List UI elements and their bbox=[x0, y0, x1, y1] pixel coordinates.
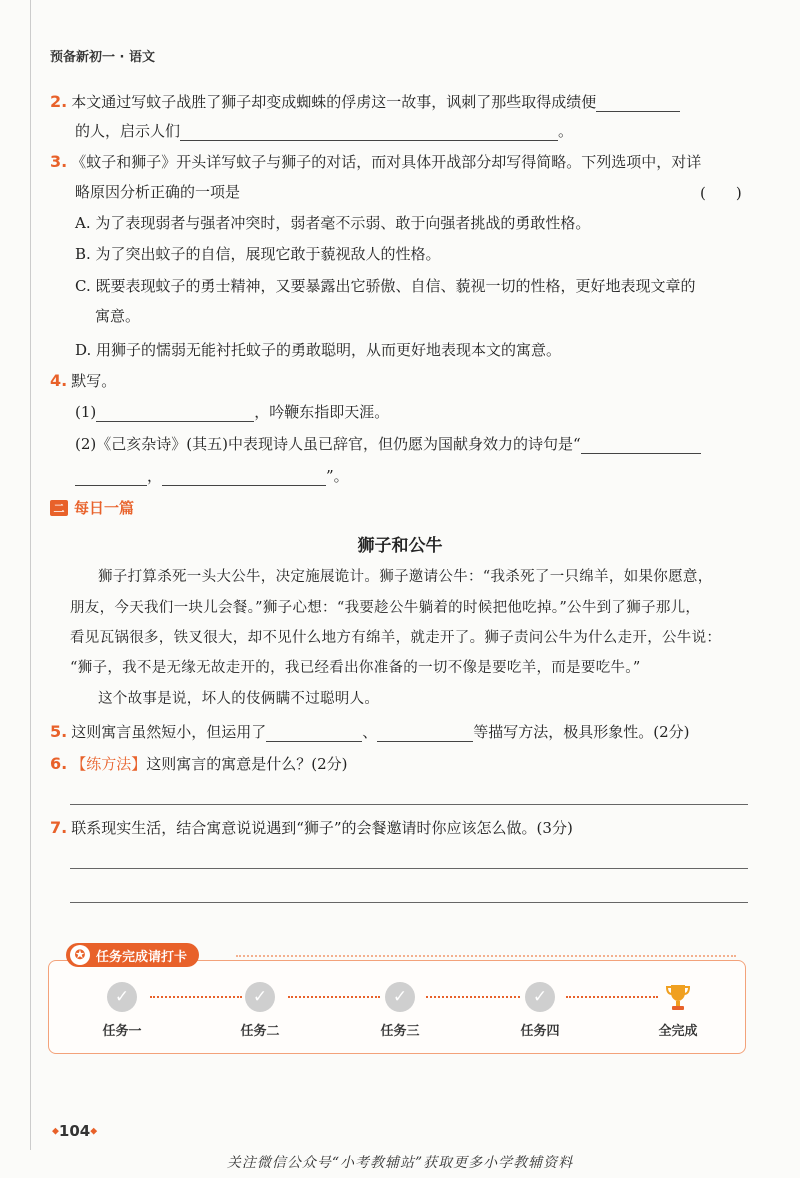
footer-watermark-text: 关注微信公众号“小考教辅站”获取更多小学教辅资料 bbox=[226, 1155, 574, 1171]
page-number-value: 104 bbox=[58, 1122, 91, 1140]
check-icon: ✓ bbox=[525, 982, 555, 1012]
article-title: 狮子和公牛 bbox=[357, 536, 443, 556]
section-heading bbox=[50, 497, 134, 518]
question-6 bbox=[50, 754, 347, 774]
check-icon: ✓ bbox=[107, 982, 137, 1012]
question-2-text-2: 的人，启示人们 bbox=[75, 122, 181, 140]
question-3-number: 3. bbox=[50, 152, 68, 171]
diamond-icon: ◆ bbox=[90, 1126, 98, 1137]
trophy-icon bbox=[663, 982, 693, 1012]
sub-2-end: ”。 bbox=[326, 467, 349, 485]
page-edge-rule bbox=[30, 0, 31, 1150]
sub-2-blank-1a[interactable] bbox=[581, 438, 701, 454]
task-item-2[interactable] bbox=[220, 982, 300, 1039]
question-4-sub-1 bbox=[75, 402, 389, 422]
question-6-number: 6. bbox=[50, 754, 68, 773]
question-7 bbox=[50, 818, 573, 838]
question-6-text: 这则寓言的寓意是什么？(2分) bbox=[146, 755, 348, 773]
task-item-1[interactable] bbox=[82, 982, 162, 1039]
section-title: 每日一篇 bbox=[74, 499, 135, 517]
question-4-title bbox=[50, 371, 116, 391]
task-label-1: 任务一 bbox=[102, 1024, 142, 1039]
banner-dotted-line bbox=[236, 955, 736, 957]
task-item-4[interactable] bbox=[500, 982, 580, 1039]
check-icon: ✓ bbox=[245, 982, 275, 1012]
question-5-blank-2[interactable] bbox=[377, 726, 473, 742]
question-4-text: 默写。 bbox=[71, 372, 117, 390]
question-2-text: 本文通过写蚊子战胜了狮子却变成蜘蛛的俘虏这一故事，讽刺了那些取得成绩便 bbox=[71, 93, 597, 111]
question-4-sub-2-cont bbox=[75, 466, 349, 486]
question-7-answer-line-1[interactable] bbox=[70, 868, 748, 869]
option-d: D. 用狮子的懦弱无能衬托蚊子的勇敢聪明，从而更好地表现本文的寓意。 bbox=[75, 341, 562, 359]
question-2-line-2 bbox=[75, 121, 573, 141]
question-2-blank-2[interactable] bbox=[180, 125, 558, 141]
question-5-sep: 、 bbox=[362, 723, 378, 741]
question-3-line-1 bbox=[50, 152, 701, 172]
question-5-blank-1[interactable] bbox=[266, 726, 362, 742]
question-6-answer-line[interactable] bbox=[70, 804, 748, 805]
task-banner-label: 任务完成请打卡 bbox=[96, 949, 188, 965]
task-label-4: 任务四 bbox=[520, 1024, 560, 1039]
option-a: A. 为了表现弱者与强者冲突时，弱者毫不示弱、敢于向强者挑战的勇敢性格。 bbox=[75, 214, 591, 232]
sub-2-blank-2[interactable] bbox=[162, 470, 326, 486]
diamond-icon: ◆ bbox=[52, 1126, 59, 1137]
question-7-number: 7. bbox=[50, 818, 68, 837]
question-4-sub-2 bbox=[75, 434, 701, 454]
sub-2-comma: ， bbox=[147, 467, 163, 485]
sub-1-text: ，吟鞭东指即天涯。 bbox=[254, 403, 390, 421]
sub-1-blank[interactable] bbox=[96, 406, 254, 422]
question-2-line-1 bbox=[50, 92, 680, 112]
page-number bbox=[52, 1122, 97, 1140]
question-2-blank-1[interactable] bbox=[596, 96, 680, 112]
question-3-line-2: 略原因分析正确的一项是 bbox=[75, 183, 241, 201]
ribbon-icon: ✪ bbox=[70, 945, 90, 965]
section-number: 二 bbox=[50, 500, 68, 516]
option-c-line-1: C. 既要表现蚊子的勇士精神，又要暴露出它骄傲、自信、藐视一切的性格，更好地表现文章的 bbox=[75, 277, 696, 295]
article-line-4: “狮子，我不是无缘无故走开的，我已经看出你准备的一切不像是要吃羊，而是要吃牛。” bbox=[70, 660, 641, 676]
task-label-complete: 全完成 bbox=[658, 1024, 698, 1039]
method-tag: 【练方法】 bbox=[71, 755, 147, 773]
task-item-complete[interactable] bbox=[638, 982, 718, 1039]
article-line-1: 狮子打算杀死一头大公牛，决定施展诡计。狮子邀请公牛：“我杀死了一只绵羊，如果你愿意， bbox=[98, 569, 713, 585]
question-5-text-b: 等描写方法，极具形象性。(2分) bbox=[473, 723, 690, 741]
question-2-period: 。 bbox=[558, 122, 574, 140]
task-item-3[interactable] bbox=[360, 982, 440, 1039]
option-b: B. 为了突出蚊子的自信，展现它敢于藐视敌人的性格。 bbox=[75, 245, 441, 263]
sub-2-text: (2)《己亥杂诗》(其五)中表现诗人虽已辞官，但仍愿为国献身效力的诗句是“ bbox=[75, 435, 581, 453]
task-banner bbox=[66, 943, 199, 967]
sub-2-blank-1b[interactable] bbox=[75, 470, 147, 486]
answer-parentheses[interactable]: ( ) bbox=[700, 184, 742, 202]
article-line-5: 这个故事是说，坏人的伎俩瞒不过聪明人。 bbox=[98, 691, 380, 707]
task-label-2: 任务二 bbox=[240, 1024, 280, 1039]
question-5-text-a: 这则寓言虽然短小，但运用了 bbox=[71, 723, 267, 741]
question-2-number: 2. bbox=[50, 92, 68, 111]
task-label-3: 任务三 bbox=[380, 1024, 420, 1039]
option-c-line-2: 寓意。 bbox=[95, 307, 141, 325]
article-line-2: 朋友，今天我们一块儿会餐。”狮子心想：“我要趁公牛躺着的时候把他吃掉。”公牛到了狮子那儿， bbox=[70, 600, 701, 616]
sub-1-label: (1) bbox=[75, 403, 97, 421]
question-5-number: 5. bbox=[50, 722, 68, 741]
question-5 bbox=[50, 722, 690, 742]
question-7-text: 联系现实生活，结合寓意说说遇到“狮子”的会餐邀请时你应该怎么做。(3分) bbox=[71, 819, 573, 837]
question-4-number: 4. bbox=[50, 371, 68, 390]
page-header: 预备新初一 · 语文 bbox=[50, 50, 155, 65]
question-3-text: 《蚊子和狮子》开头详写蚊子与狮子的对话，而对具体开战部分却写得简略。下列选项中，对详 bbox=[71, 153, 702, 171]
check-icon: ✓ bbox=[385, 982, 415, 1012]
question-7-answer-line-2[interactable] bbox=[70, 902, 748, 903]
article-line-3: 看见瓦锅很多，铁叉很大，却不见什么地方有绵羊，就走开了。狮子责问公牛为什么走开，公牛说： bbox=[70, 630, 722, 646]
